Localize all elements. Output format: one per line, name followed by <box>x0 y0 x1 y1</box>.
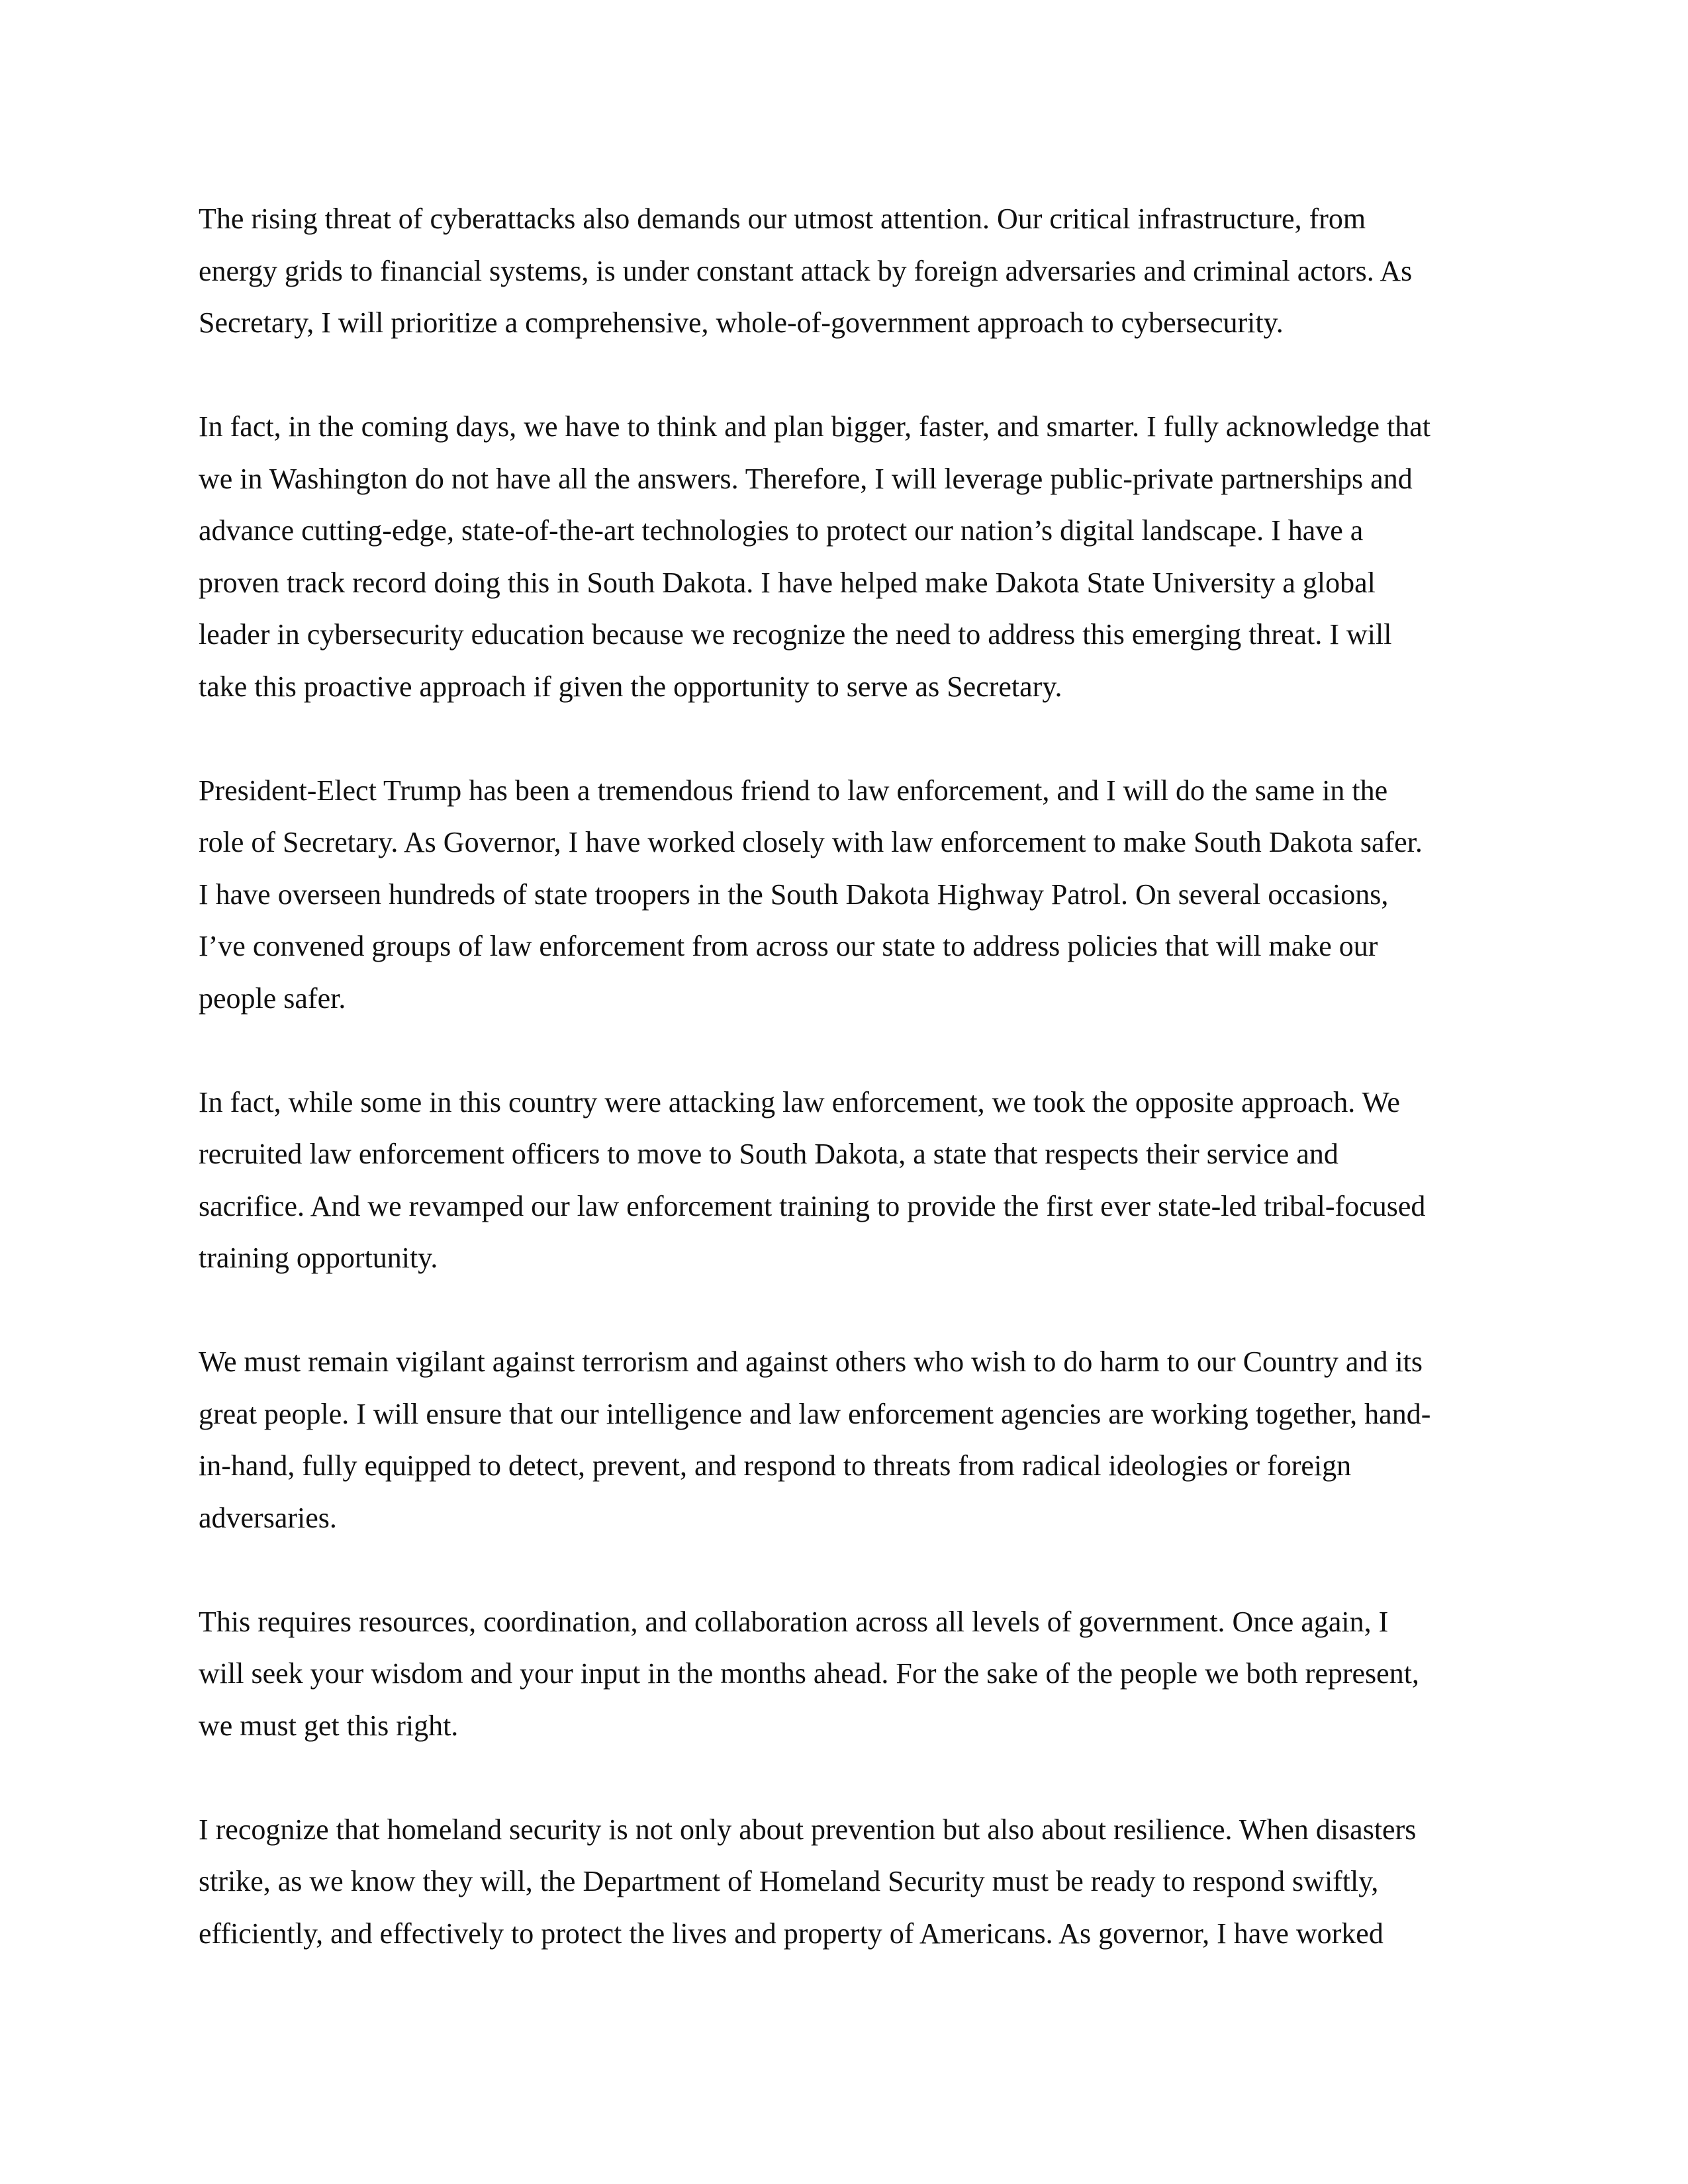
text-line: In fact, in the coming days, we have to think and plan bigger, faster, and smarter. I fully acknowledge that <box>199 410 1430 443</box>
text-line: role of Secretary. As Governor, I have worked closely with law enforcement to make South Dakota safer. <box>199 826 1423 858</box>
text-line: In fact, while some in this country were attacking law enforcement, we took the opposite approach. We <box>199 1085 1400 1118</box>
text-line: I recognize that homeland security is not only about prevention but also about resilience. When disasters <box>199 1813 1417 1846</box>
paragraph-coordination <box>199 1596 1489 1752</box>
paragraph-law-enforcement-support <box>199 765 1489 1025</box>
paragraph-terrorism-vigilance <box>199 1336 1489 1544</box>
text-line: we must get this right. <box>199 1709 459 1742</box>
paragraph-cybersecurity-threat <box>199 193 1489 349</box>
text-line: recruited law enforcement officers to move to South Dakota, a state that respects their service and <box>199 1138 1338 1170</box>
text-line: This requires resources, coordination, and collaboration across all levels of government. Once again, I <box>199 1605 1389 1638</box>
text-line: I’ve convened groups of law enforcement from across our state to address policies that will make our <box>199 930 1378 962</box>
text-line: Secretary, I will prioritize a comprehensive, whole-of-government approach to cybersecurity. <box>199 306 1284 339</box>
text-line: energy grids to financial systems, is under constant attack by foreign adversaries and criminal actors. As <box>199 254 1413 287</box>
text-line: We must remain vigilant against terrorism and against others who wish to do harm to our Country and its <box>199 1345 1423 1378</box>
text-line: training opportunity. <box>199 1242 438 1274</box>
text-line: people safer. <box>199 981 346 1015</box>
text-line: sacrifice. And we revamped our law enforcement training to provide the first ever state-led tribal-focused <box>199 1189 1426 1222</box>
text-line: proven track record doing this in South Dakota. I have helped make Dakota State University a global <box>199 566 1376 599</box>
document-body <box>199 193 1489 1960</box>
text-line: we in Washington do not have all the answers. Therefore, I will leverage public-private partnerships and <box>199 462 1413 495</box>
paragraph-officer-recruitment <box>199 1077 1489 1285</box>
text-line: take this proactive approach if given the opportunity to serve as Secretary. <box>199 670 1062 703</box>
text-line: efficiently, and effectively to protect the lives and property of Americans. As governor, I have worked <box>199 1917 1383 1950</box>
text-line: adversaries. <box>199 1501 337 1534</box>
text-line: strike, as we know they will, the Department of Homeland Security must be ready to respond swiftly, <box>199 1865 1379 1897</box>
text-line: leader in cybersecurity education because we recognize the need to address this emerging threat. I will <box>199 618 1392 651</box>
text-line: will seek your wisdom and your input in the months ahead. For the sake of the people we both represent, <box>199 1657 1419 1690</box>
text-line: great people. I will ensure that our intelligence and law enforcement agencies are working together, hand- <box>199 1397 1431 1430</box>
paragraph-public-private-partnerships <box>199 401 1489 713</box>
text-line: President-Elect Trump has been a tremendous friend to law enforcement, and I will do the same in the <box>199 774 1388 807</box>
text-line: advance cutting-edge, state-of-the-art technologies to protect our nation’s digital landscape. I have a <box>199 514 1364 547</box>
paragraph-resilience <box>199 1804 1489 1960</box>
text-line: The rising threat of cyberattacks also demands our utmost attention. Our critical infrastructure, from <box>199 203 1366 235</box>
text-line: in-hand, fully equipped to detect, prevent, and respond to threats from radical ideologies or foreign <box>199 1449 1352 1482</box>
text-line: I have overseen hundreds of state troopers in the South Dakota Highway Patrol. On several occasions, <box>199 878 1389 911</box>
